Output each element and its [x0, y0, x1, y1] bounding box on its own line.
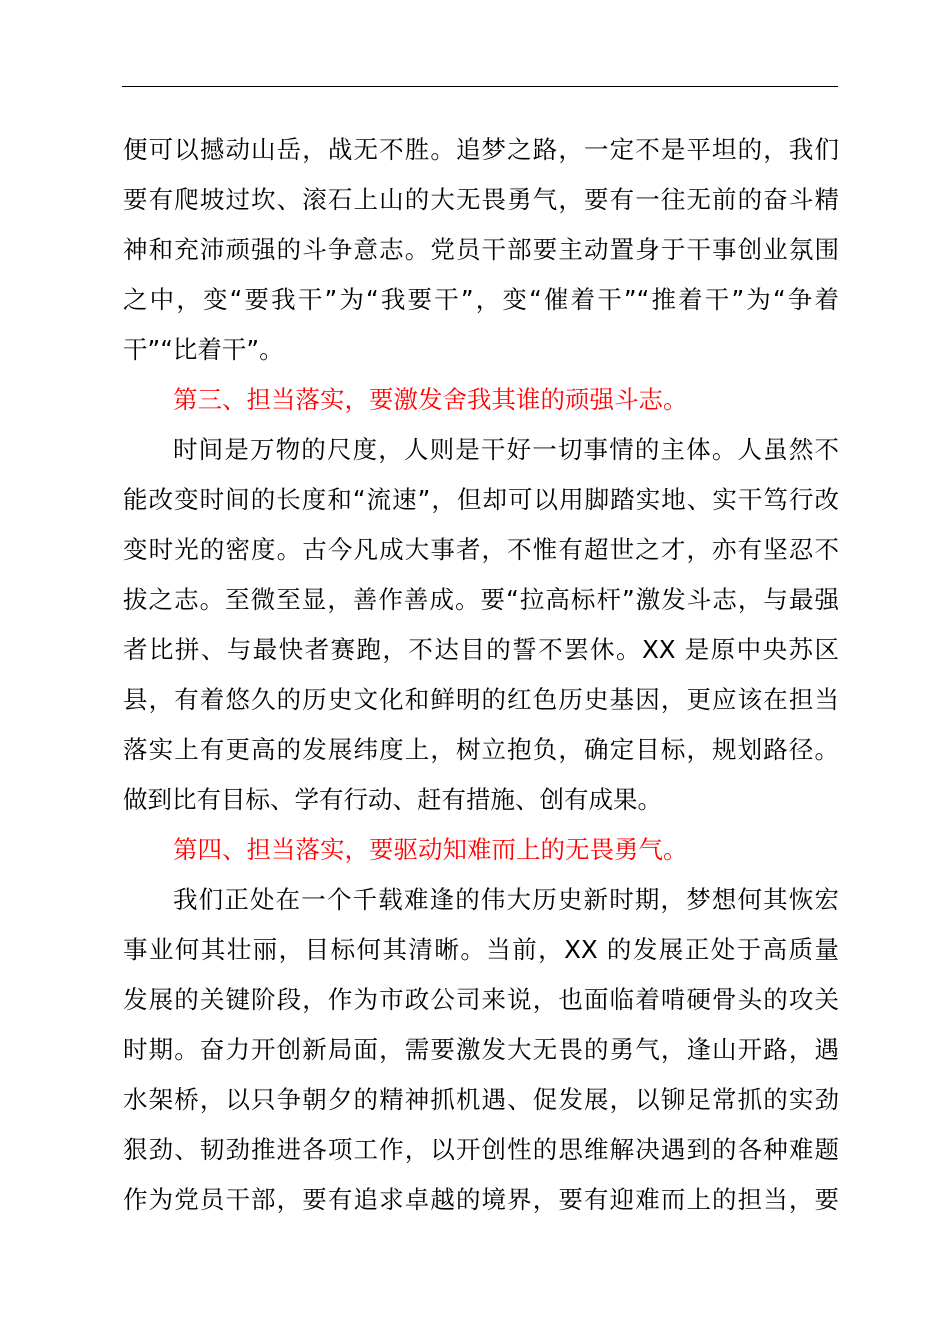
paragraph	[123, 125, 839, 375]
text-line: 者比拼、与最快者赛跑，不达目的誓不罢休。XX 是原中央苏区	[123, 635, 839, 664]
section-heading	[123, 375, 839, 425]
text-line: 时间是万物的尺度，人则是干好一切事情的主体。人虽然不	[173, 435, 839, 464]
text-line: 变时光的密度。古今凡成大事者，不惟有超世之才，亦有坚忍不	[123, 535, 839, 564]
text-line: 发展的关键阶段，作为市政公司来说，也面临着啃硬骨头的攻关	[123, 985, 839, 1014]
text-line: 要有爬坡过坎、滚石上山的大无畏勇气，要有一往无前的奋斗精	[123, 185, 839, 214]
heading-line: 第四、担当落实，要驱动知难而上的无畏勇气。	[173, 835, 688, 864]
paragraph	[123, 425, 839, 825]
text-line: 狠劲、韧劲推进各项工作，以开创性的思维解决遇到的各种难题	[123, 1135, 839, 1164]
text-line: 做到比有目标、学有行动、赶有措施、创有成果。	[123, 785, 662, 814]
text-line: 神和充沛顽强的斗争意志。党员干部要主动置身于干事创业氛围	[123, 235, 839, 264]
text-line: 能改变时间的长度和“流速”，但却可以用脚踏实地、实干笃行改	[123, 485, 839, 514]
paragraph	[123, 875, 839, 1225]
text-line: 之中，变“要我干”为“我要干”，变“催着干”“推着干”为“争着	[123, 285, 839, 314]
text-line: 我们正处在一个千载难逢的伟大历史新时期，梦想何其恢宏	[173, 885, 839, 914]
text-line: 干”“比着干”。	[123, 335, 284, 364]
text-line: 县，有着悠久的历史文化和鲜明的红色历史基因，更应该在担当	[123, 685, 839, 714]
document-body	[123, 125, 839, 1225]
section-heading	[123, 825, 839, 875]
text-line: 落实上有更高的发展纬度上，树立抱负，确定目标，规划路径。	[123, 735, 839, 764]
text-line: 作为党员干部，要有追求卓越的境界，要有迎难而上的担当，要	[123, 1185, 839, 1214]
text-line: 事业何其壮丽，目标何其清晰。当前，XX 的发展正处于高质量	[123, 935, 839, 964]
text-line: 拔之志。至微至显，善作善成。要“拉高标杆”激发斗志，与最强	[123, 585, 839, 614]
text-line: 水架桥，以只争朝夕的精神抓机遇、促发展，以铆足常抓的实劲	[123, 1085, 839, 1114]
text-line: 便可以撼动山岳，战无不胜。追梦之路，一定不是平坦的，我们	[123, 135, 839, 164]
text-line: 时期。奋力开创新局面，需要激发大无畏的勇气，逢山开路，遇	[123, 1035, 839, 1064]
header-rule	[122, 86, 838, 87]
heading-line: 第三、担当落实，要激发舍我其谁的顽强斗志。	[173, 385, 688, 414]
